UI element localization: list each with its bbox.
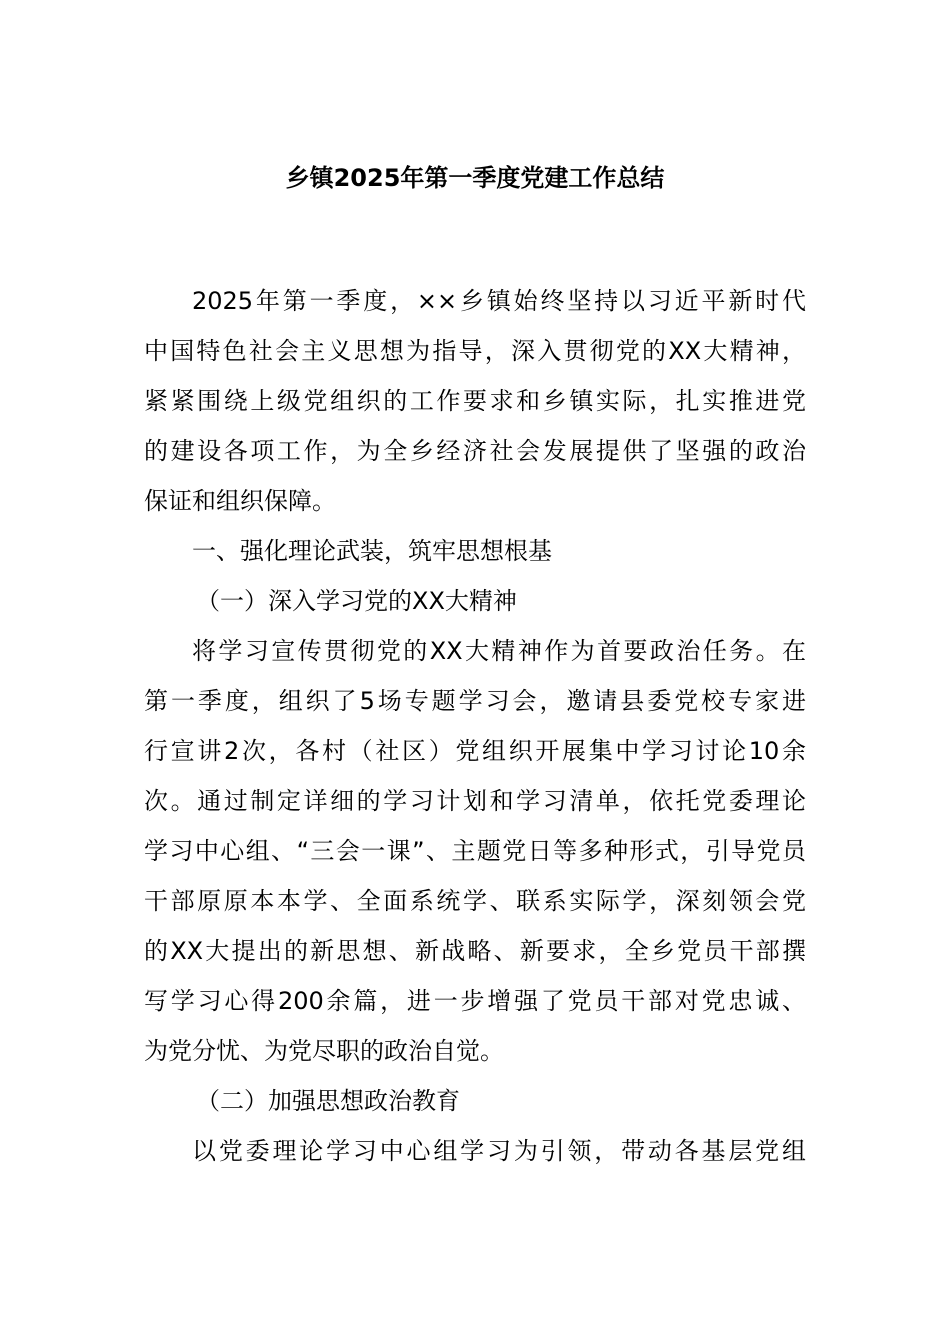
document-title: 乡镇2025年第一季度党建工作总结	[285, 164, 665, 192]
paragraph-line: 学习中心组、“三会一课”、主题党日等多种形式，引导党员	[144, 837, 806, 865]
paragraph-line: 紧紧围绕上级党组织的工作要求和乡镇实际，扎实推进党	[144, 387, 806, 415]
section-heading: 一、强化理论武装，筑牢思想根基	[192, 537, 552, 565]
paragraph-line: 写学习心得200余篇，进一步增强了党员干部对党忠诚、	[144, 987, 806, 1015]
subsection-heading: （二）加强思想政治教育	[196, 1087, 460, 1115]
paragraph-line: 以党委理论学习中心组学习为引领，带动各基层党组	[192, 1137, 806, 1165]
subsection-heading: （一）深入学习党的XX大精神	[196, 587, 517, 615]
paragraph-line: 的建设各项工作，为全乡经济社会发展提供了坚强的政治	[144, 437, 806, 465]
paragraph-line: 将学习宣传贯彻党的XX大精神作为首要政治任务。在	[192, 637, 806, 665]
paragraph-line: 中国特色社会主义思想为指导，深入贯彻党的XX大精神，	[144, 337, 806, 365]
paragraph-line: 行宣讲2次，各村（社区）党组织开展集中学习讨论10余	[144, 737, 806, 765]
paragraph-line: 干部原原本本学、全面系统学、联系实际学，深刻领会党	[144, 887, 806, 915]
paragraph-line: 保证和组织保障。	[144, 487, 336, 515]
paragraph-line: 2025年第一季度，××乡镇始终坚持以习近平新时代	[192, 287, 806, 315]
paragraph-line: 第一季度，组织了5场专题学习会，邀请县委党校专家进	[144, 687, 806, 715]
paragraph-line: 为党分忧、为党尽职的政治自觉。	[144, 1037, 504, 1065]
paragraph-line: 次。通过制定详细的学习计划和学习清单，依托党委理论	[144, 787, 806, 815]
paragraph-line: 的XX大提出的新思想、新战略、新要求，全乡党员干部撰	[144, 937, 806, 965]
